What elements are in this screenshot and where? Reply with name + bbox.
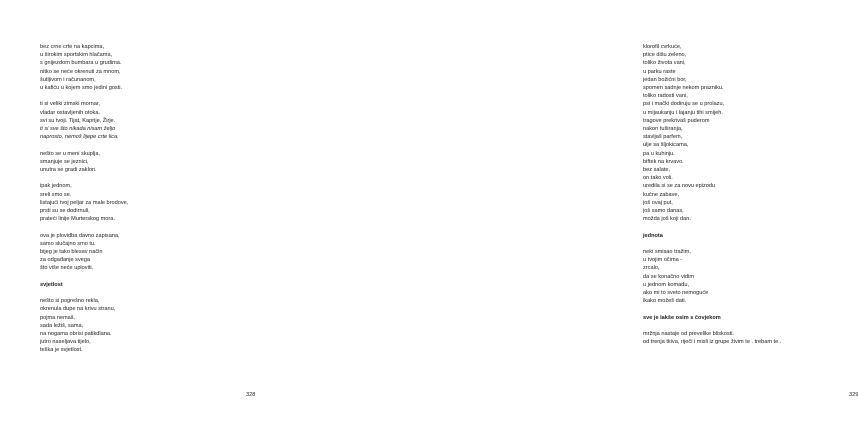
verse-line: ptice dišu zeleno, bbox=[643, 52, 687, 59]
verse-line: nakon tuširanja, bbox=[643, 126, 683, 133]
verse-line: teška je svjetlost. bbox=[40, 347, 83, 354]
verse-line: u tvojim očima - bbox=[643, 257, 683, 264]
stanza bbox=[40, 100, 210, 141]
poem-title: sve je lakše osim s čovjekom bbox=[643, 314, 721, 321]
verse-line: na nogama obrisi patikdlana. bbox=[40, 331, 112, 338]
verse-line: tragove prekrivaš puderom bbox=[643, 117, 710, 124]
verse-line: prsti su se dodirnuli, bbox=[40, 208, 90, 215]
stanza bbox=[643, 232, 843, 306]
verse-line: kućne zabave, bbox=[643, 191, 680, 198]
verse-line: s gnijezdom bumbara u grudima. bbox=[40, 60, 122, 67]
verse-line: stavljaš parfem, bbox=[643, 134, 683, 141]
stanza bbox=[40, 182, 210, 223]
verse-line: nitko se neće okrenuti za mnom, bbox=[40, 68, 121, 75]
verse-line: u jednom komadu, bbox=[643, 281, 690, 288]
verse-line: bez crne crte na kapcima, bbox=[40, 44, 105, 50]
verse-line: neki smisao tražim, bbox=[643, 249, 691, 256]
verse-line: ulje sa šljokicama, bbox=[643, 142, 689, 149]
verse-line: klorofil cvrkuće, bbox=[643, 44, 682, 50]
verse-line: što više neće uploviti. bbox=[40, 265, 94, 272]
right-page-text bbox=[643, 43, 843, 355]
verse-line: još samo danas, bbox=[643, 208, 684, 215]
verse-line: pojma nemaš. bbox=[40, 314, 76, 321]
verse-line: prateći linije Murterskog mora. bbox=[40, 216, 115, 223]
stanza bbox=[643, 314, 843, 347]
verse-line: sreli smo se. bbox=[40, 191, 72, 198]
verse-line: on tako voli. bbox=[643, 175, 673, 182]
verse-line: samo slučajno smo tu. bbox=[40, 240, 96, 247]
verse-line: za odgađanje svega bbox=[40, 257, 91, 264]
verse-line: u parku raste bbox=[643, 68, 676, 75]
verse-line: listajući tvoj peljar za male brodove, bbox=[40, 199, 129, 206]
verse-line: u kafiću u kojem smo jedini gosti. bbox=[40, 85, 123, 92]
verse-line: toliko radosti vani, bbox=[643, 93, 688, 100]
verse-line: naprosto, nemoš lijepe crte lica. bbox=[40, 134, 119, 141]
verse-line: još ovaj put, bbox=[643, 199, 673, 206]
verse-line: bez salate, bbox=[643, 167, 671, 174]
stanza bbox=[40, 43, 210, 92]
verse-line: okrenula dupe na krivu stranu, bbox=[40, 306, 116, 313]
verse-line: nešto si pogrešno rekla, bbox=[40, 298, 100, 305]
right-page bbox=[300, 0, 858, 423]
verse-line: u širokim sportskim hlačama, bbox=[40, 52, 113, 59]
page-number: 328 bbox=[246, 392, 256, 398]
verse-line: šutljivom i računanom, bbox=[40, 76, 96, 83]
verse-line: ikako možeš dati. bbox=[643, 298, 687, 305]
verse-line: smanjuje se jeznici, bbox=[40, 158, 89, 165]
page-number: 329 bbox=[849, 392, 858, 398]
verse-line: zrcalo, bbox=[643, 265, 660, 272]
verse-line: psi i mački dodiruju se u prolazu, bbox=[643, 101, 725, 108]
verse-line: jedan božićni bor, bbox=[643, 76, 687, 83]
stanza bbox=[40, 150, 210, 175]
verse-line: biftek na krvavo. bbox=[643, 158, 684, 165]
verse-line: toliko života vani, bbox=[643, 60, 686, 67]
verse-line: jutro naseljava tijelo, bbox=[40, 339, 91, 346]
verse-line: da se konačno vidim bbox=[643, 273, 694, 280]
poem-title: jednota bbox=[643, 232, 663, 239]
verse-line: nešto se u meni skuplja, bbox=[40, 150, 101, 157]
verse-line: svi su tvoji. Tijat, Kaprije, Žirje. bbox=[40, 117, 116, 124]
verse-line: spomen sadnje nekom prazniku. bbox=[643, 85, 724, 92]
verse-line: sada ležiš, sama, bbox=[40, 322, 84, 329]
verse-line: ova je plovidba davno zapisana, bbox=[40, 232, 120, 239]
verse-line: od trenja tkiva, riječi i misli iz grupe živim te . trebam te . bbox=[643, 339, 782, 346]
stanza bbox=[40, 232, 210, 273]
verse-line: uredila si se za novu epizodu bbox=[643, 183, 716, 190]
verse-line: ti si sve što nikada nisam željo bbox=[40, 126, 116, 133]
left-page-text bbox=[40, 43, 210, 363]
verse-line: ipak jednom, bbox=[40, 183, 72, 190]
verse-line: ako mi to sveto nemoguće bbox=[643, 290, 709, 297]
verse-line: unutra se gradi zaklon. bbox=[40, 167, 97, 174]
verse-line: bijeg je tako blesav način bbox=[40, 249, 103, 256]
verse-line: ti si veliki zimski mornar, bbox=[40, 101, 100, 108]
verse-line: u mijaukanju i lajanju tihi smijeh. bbox=[643, 109, 723, 116]
stanza bbox=[643, 43, 843, 223]
poem-title: svjetlost bbox=[40, 281, 63, 288]
stanza bbox=[40, 281, 210, 355]
verse-line: pa u kuhinju. bbox=[643, 150, 675, 157]
verse-line: možda još koji dan. bbox=[643, 216, 691, 223]
left-page bbox=[0, 0, 300, 423]
verse-line: vladar ostavljenih otoka. bbox=[40, 109, 101, 116]
verse-line: mržnja nastaje od prevelike bliskosti. bbox=[643, 331, 735, 338]
